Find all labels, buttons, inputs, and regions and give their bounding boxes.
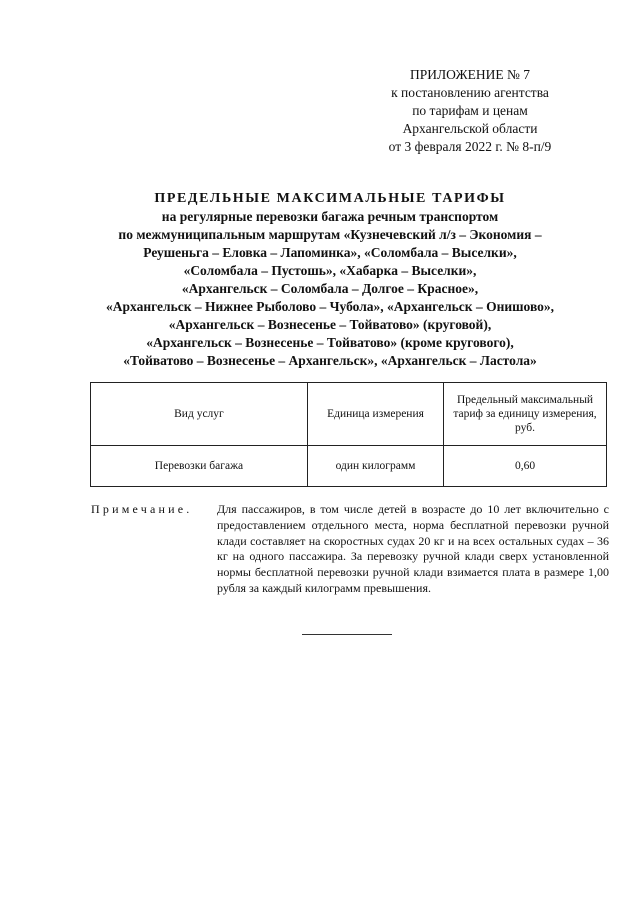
appendix-block: [330, 66, 610, 156]
appendix-line-region: Архангельской области: [402, 121, 538, 136]
title-line: на регулярные перевозки багажа речным транспортом: [161, 209, 499, 224]
appendix-line-resolution: к постановлению агентства: [391, 85, 549, 100]
header-service-type: Вид услуг: [91, 383, 308, 446]
title-line: «Архангельск – Вознесенье – Тойватово» (кроме кругового),: [146, 335, 514, 350]
tariff-table: [90, 382, 607, 487]
header-max-tariff: Предельный максимальный тариф за единицу измерения, руб.: [444, 383, 607, 446]
table-row: [91, 446, 607, 487]
cell-service: Перевозки багажа: [91, 446, 308, 487]
title-line: «Архангельск – Нижнее Рыболово – Чубола», «Архангельск – Онишово»,: [105, 299, 555, 314]
title-line: «Тойватово – Вознесенье – Архангельск», «Архангельск – Ластола»: [123, 353, 537, 368]
title-line: по межмуниципальным маршрутам «Кузнечевский л/з – Экономия –: [118, 227, 542, 242]
appendix-line-agency: по тарифам и ценам: [412, 103, 528, 118]
title-heading: ПРЕДЕЛЬНЫЕ МАКСИМАЛЬНЫЕ ТАРИФЫ: [154, 191, 506, 206]
title-line: «Соломбала – Пустошь», «Хабарка – Выселки»,: [183, 263, 477, 278]
cell-tariff: 0,60: [444, 446, 607, 487]
closing-divider: [302, 634, 392, 635]
note-label: Примечание.: [91, 502, 193, 516]
title-line: Реушеньга – Еловка – Лапоминка», «Соломбала – Выселки»,: [143, 245, 517, 260]
title-line: «Архангельск – Соломбала – Долгое – Красное»,: [181, 281, 479, 296]
header-unit: Единица измерения: [307, 383, 443, 446]
title-line: «Архангельск – Вознесенье – Тойватово» (круговой),: [168, 317, 492, 332]
table-header-row: [91, 383, 607, 446]
appendix-date-number: от 3 февраля 2022 г. № 8-п/9: [388, 139, 552, 154]
cell-unit: один килограмм: [307, 446, 443, 487]
appendix-number: ПРИЛОЖЕНИЕ № 7: [409, 67, 531, 82]
note-text: Для пассажиров, в том числе детей в возрасте до 10 лет включительно с предоставлением отдельного места, норма бесплатной перевозки ручной клади составляет на скоростных судах 20 кг и на всех остальных судах – 36 кг на одного пассажира. За перевозку ручной клади сверх установленной нормы бесплатной перевозки ручной клади взимается плата в размере 1,00 рубля за каждый килограмм превышения.: [217, 502, 609, 595]
document-title: [60, 190, 600, 370]
